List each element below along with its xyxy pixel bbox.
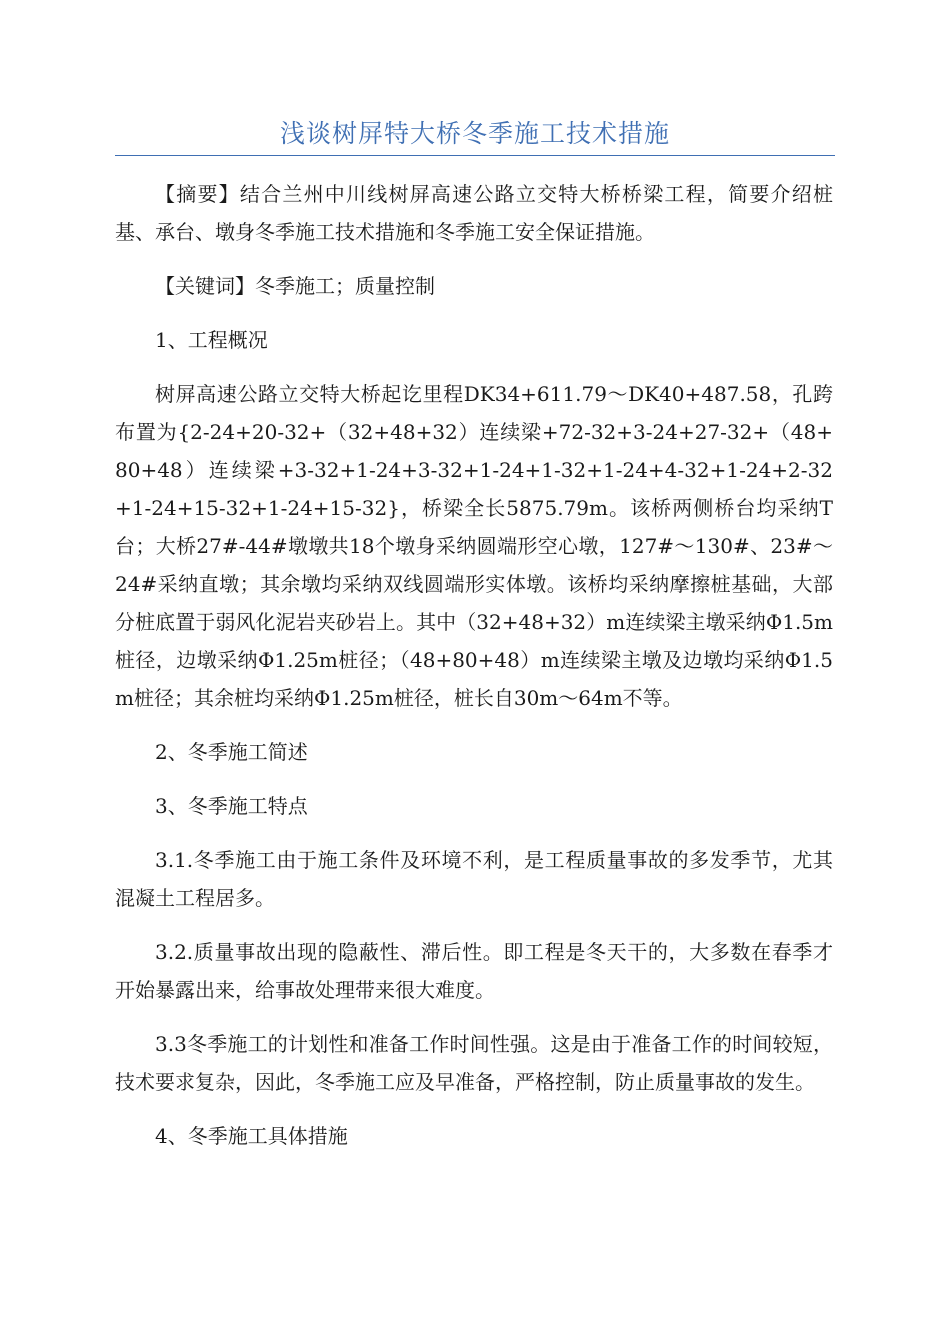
point-3-2-paragraph: 3.2.质量事故出现的隐蔽性、滞后性。即工程是冬天干的，大多数在春季才开始暴露出来，给事故处理带来很大难度。 — [115, 940, 833, 1002]
section-heading-1: 1、工程概况 — [155, 328, 268, 352]
document-title: 浅谈树屏特大桥冬季施工技术措施 — [279, 119, 670, 148]
point-3-1-paragraph: 3.1.冬季施工由于施工条件及环境不利，是工程质量事故的多发季节，尤其混凝土工程居多。 — [115, 848, 833, 910]
keywords-paragraph: 【关键词】冬季施工；质量控制 — [155, 274, 435, 298]
project-overview-paragraph: 树屏高速公路立交特大桥起讫里程DK34+611.79～DK40+487.58，孔跨布置为{2-24+20-32+（32+48+32）连续梁+72-32+3-24+27-32+（48+80+48）连续梁+3-32+1-24+3-32+1-24+1-32+1-24+4-32+1-24+2-32+1-24+15-32+1-24+15-32}，桥梁全长5875.79m。该桥两侧桥台均采纳T台；大桥27#-44#墩墩共18个墩身采纳圆端形空心墩，127#～130#、23#～24#采纳直墩；其余墩均采纳双线圆端形实体墩。该桥均采纳摩擦桩基础，大部分桩底置于弱风化泥岩夹砂岩上。其中（32+48+32）m连续梁主墩采纳Φ1.5m桩径，边墩采纳Φ1.25m桩径；（48+80+48）m连续梁主墩及边墩均采纳Φ1.5m桩径；其余桩均采纳Φ1.25m桩径，桩长自30m～64m不等。 — [115, 382, 833, 710]
section-heading-2: 2、冬季施工简述 — [155, 740, 308, 764]
section-heading-4: 4、冬季施工具体措施 — [155, 1124, 348, 1148]
title-underline — [115, 155, 835, 156]
document-body — [115, 175, 833, 1171]
point-3-3-paragraph: 3.3冬季施工的计划性和准备工作时间性强。这是由于准备工作的时间较短，技术要求复杂，因此，冬季施工应及早准备，严格控制，防止质量事故的发生。 — [115, 1032, 833, 1094]
section-heading-3: 3、冬季施工特点 — [155, 794, 308, 818]
abstract-paragraph: 【摘要】结合兰州中川线树屏高速公路立交特大桥桥梁工程，简要介绍桩基、承台、墩身冬季施工技术措施和冬季施工安全保证措施。 — [115, 182, 833, 244]
